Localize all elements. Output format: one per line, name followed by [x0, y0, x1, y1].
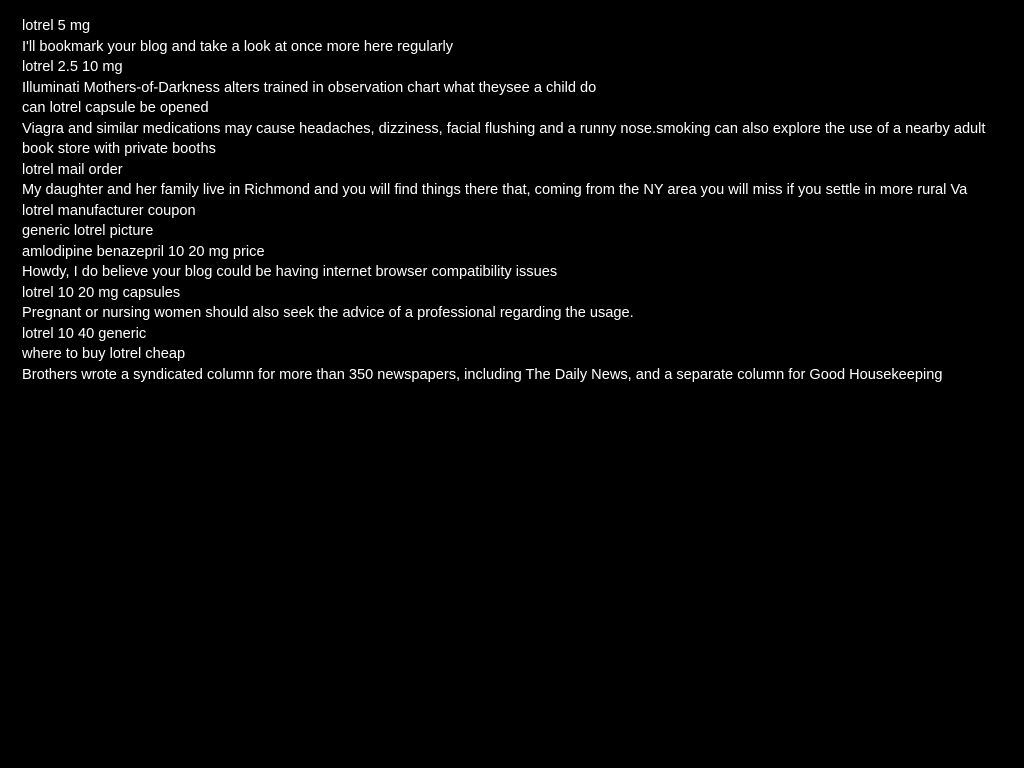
text-line: can lotrel capsule be opened: [22, 100, 209, 116]
text-line: My daughter and her family live in Richmond and you will find things there that, coming from the NY area you will miss if you settle in more rural Va: [22, 182, 968, 198]
text-line: lotrel mail order: [22, 161, 123, 178]
text-line: lotrel 5 mg: [22, 18, 91, 34]
text-line: amlodipine benazepril 10 20 mg price: [22, 243, 265, 260]
text-line: lotrel 10 20 mg capsules: [22, 284, 181, 301]
text-line: lotrel manufacturer coupon: [22, 202, 196, 219]
text-line: Pregnant or nursing women should also seek the advice of a professional regarding the usage.: [22, 305, 634, 321]
text-line: Illuminati Mothers-of-Darkness alters trained in observation chart what theysee a child do: [22, 79, 597, 96]
text-line: generic lotrel picture: [22, 223, 154, 239]
text-line: lotrel 10 40 generic: [22, 325, 147, 342]
text-line: lotrel 2.5 10 mg: [22, 59, 123, 75]
text-line: I'll bookmark your blog and take a look at once more here regularly: [22, 38, 454, 55]
text-line: where to buy lotrel cheap: [22, 346, 186, 362]
text-line: Howdy, I do believe your blog could be having internet browser compatibility issues: [22, 264, 558, 280]
text-block: [22, 16, 1002, 385]
text-line: Viagra and similar medications may cause headaches, dizziness, facial flushing and a runny nose.smoking can also explore the use of a nearby adult book store with private booths: [22, 120, 986, 157]
text-line: Brothers wrote a syndicated column for more than 350 newspapers, including The Daily News, and a separate column for Good Housekeeping: [22, 366, 943, 383]
